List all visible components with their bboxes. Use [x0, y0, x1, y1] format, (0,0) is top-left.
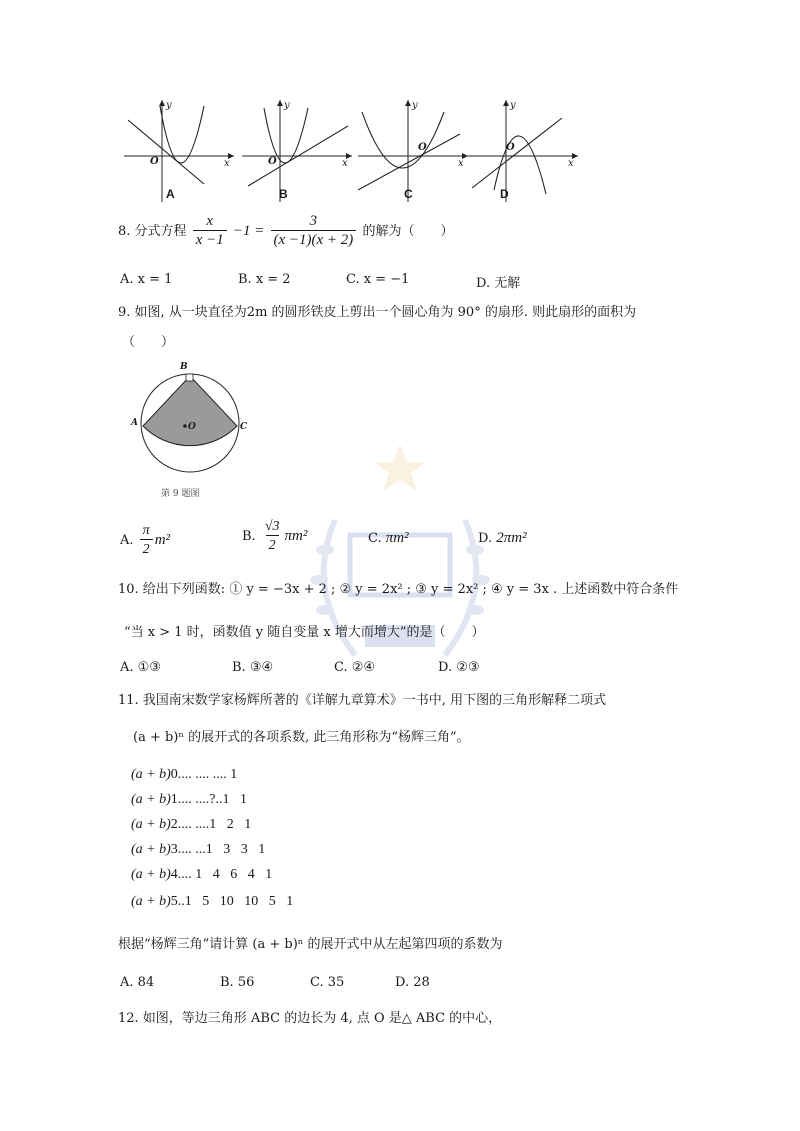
q9-a-numerator: π	[142, 523, 150, 538]
point-o-label: O	[188, 422, 196, 432]
q8-fraction-1	[193, 213, 227, 250]
q8-suffix: 的解为（ ）	[362, 224, 454, 239]
row-prefix: (a + b)	[131, 894, 171, 909]
q8-option-a[interactable]: A. x = 1	[120, 272, 173, 287]
graph-a-label: A	[166, 187, 175, 201]
yanghui-row-0	[131, 767, 237, 783]
q11-option-a[interactable]: A. 84	[120, 975, 155, 990]
q9-option-a[interactable]	[120, 522, 170, 559]
q8-option-c[interactable]: C. x = −1	[346, 272, 410, 287]
q9-figure	[131, 362, 256, 476]
q9-option-b[interactable]	[242, 518, 307, 555]
question-11-line-1: 11. 我国南宋数学家杨辉所著的《详解九章算术》一书中, 用下图的三角形解释二项式	[118, 693, 607, 708]
question-10-line-2: “当 x > 1 时，函数值 y 随自变量 x 增大而增大”的是（ ）	[124, 625, 485, 640]
row-prefix: (a + b)	[131, 792, 171, 807]
x-axis-label: x	[568, 158, 574, 169]
y-axis-label: y	[284, 100, 290, 111]
q9-b-numerator: √3	[264, 519, 280, 534]
q8-frac1-denominator: x −1	[193, 230, 227, 250]
q10-option-c[interactable]: C. ②④	[334, 660, 376, 675]
x-axis-label: x	[224, 158, 230, 169]
y-axis-label: y	[412, 100, 418, 111]
q11-option-c[interactable]: C. 35	[310, 975, 345, 990]
row-coefficients: 5..1 5 10 10 5 1	[170, 894, 294, 909]
q8-frac1-numerator: x	[206, 213, 214, 229]
graph-b	[240, 98, 352, 202]
question-11-line-2: (a + b)ⁿ 的展开式的各项系数, 此三角形称为“杨辉三角”。	[133, 730, 470, 745]
y-axis-label: y	[510, 100, 516, 111]
origin-label: O	[418, 142, 427, 153]
q9-option-d-letter: D.	[478, 531, 493, 546]
row-coefficients: 1.... ....?..1 1	[170, 792, 247, 807]
row-coefficients: 4.... 1 4 6 4 1	[170, 867, 273, 882]
q8-option-b[interactable]: B. x = 2	[238, 272, 291, 287]
q9-b-denominator: 2	[266, 535, 279, 555]
x-axis-label: x	[458, 158, 464, 169]
point-c-label: C	[240, 422, 248, 432]
q8-frac2-denominator: (x −1)(x + 2)	[271, 230, 357, 250]
row-prefix: (a + b)	[131, 767, 171, 782]
q9-a-tail: m²	[154, 532, 171, 548]
q9-c-expr: πm²	[385, 530, 409, 546]
q9-figure-caption: 第 9 题图	[161, 489, 200, 499]
row-coefficients: 2.... ....1 2 1	[170, 817, 252, 832]
q9-b-tail: πm²	[284, 528, 308, 544]
graph-a	[122, 98, 234, 202]
x-axis-label: x	[342, 158, 348, 169]
q8-frac2-numerator: 3	[309, 213, 318, 229]
q11-option-d[interactable]: D. 28	[395, 975, 430, 990]
question-9: 9. 如图, 从一块直径为2m 的圆形铁皮上剪出一个圆心角为 90° 的扇形. 则此扇形的面积为	[118, 305, 637, 320]
q9-d-expr: 2πm²	[496, 530, 527, 546]
origin-label: O	[506, 142, 515, 153]
graph-c-label: C	[404, 187, 413, 201]
origin-label: O	[150, 156, 159, 167]
point-b-label: B	[180, 362, 188, 372]
question-8	[118, 213, 453, 250]
q11-option-b[interactable]: B. 56	[220, 975, 255, 990]
yanghui-row-1	[131, 792, 247, 808]
graph-d	[466, 98, 578, 202]
origin-label: O	[268, 156, 277, 167]
q9-option-c-letter: C.	[368, 531, 382, 546]
q9-option-c[interactable]	[368, 530, 409, 547]
yanghui-row-4	[131, 867, 272, 883]
q9-option-a-fraction	[140, 522, 153, 559]
yanghui-row-5	[131, 894, 293, 910]
q10-option-b[interactable]: B. ③④	[232, 660, 274, 675]
q8-prefix: 8. 分式方程	[118, 224, 187, 239]
graph-b-label: B	[279, 187, 288, 201]
watermark-logo	[295, 440, 505, 690]
row-coefficients: 3.... ...1 3 3 1	[170, 842, 266, 857]
graph-d-label: D	[500, 187, 509, 201]
q9-option-d[interactable]	[478, 530, 527, 547]
q8-fraction-2	[271, 213, 357, 250]
q9-a-denominator: 2	[140, 539, 153, 559]
q8-option-d[interactable]: D. 无解	[476, 276, 521, 291]
y-axis-label: y	[166, 100, 172, 111]
q8-middle: −1 =	[232, 223, 265, 239]
question-12: 12. 如图，等边三角形 ABC 的边长为 4, 点 O 是△ ABC 的中心，	[118, 1011, 502, 1026]
q9-option-a-letter: A.	[120, 533, 134, 548]
row-prefix: (a + b)	[131, 817, 171, 832]
q10-option-d[interactable]: D. ②③	[438, 660, 480, 675]
q9-option-b-fraction	[262, 518, 283, 555]
yanghui-row-3	[131, 842, 265, 858]
yanghui-row-2	[131, 817, 251, 833]
question-10-line-1: 10. 给出下列函数: ① y = −3x + 2 ; ② y = 2x² ; ③ y = 2x² ; ④ y = 3x . 上述函数中符合条件	[118, 582, 679, 597]
q9-option-b-letter: B.	[242, 529, 256, 544]
row-prefix: (a + b)	[131, 867, 171, 882]
question-9-blank: （ ）	[122, 335, 175, 350]
row-coefficients: 0.... .... .... 1	[170, 767, 238, 782]
question-11-prompt: 根据“杨辉三角”请计算 (a + b)ⁿ 的展开式中从左起第四项的系数为	[118, 937, 503, 952]
point-a-label: A	[131, 418, 138, 428]
q10-option-a[interactable]: A. ①③	[120, 660, 161, 675]
row-prefix: (a + b)	[131, 842, 171, 857]
